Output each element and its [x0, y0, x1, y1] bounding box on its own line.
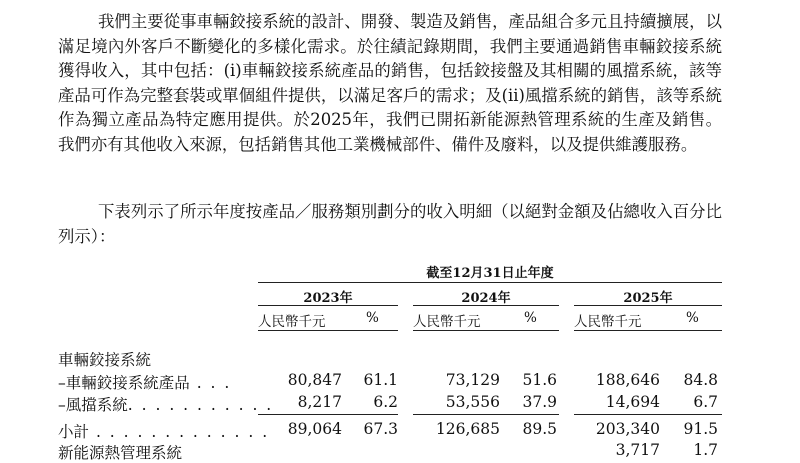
cell-percent: 84.8 — [683, 371, 718, 389]
year-rule-2025 — [574, 305, 722, 306]
cell-value: 89,064 — [287, 420, 342, 438]
year-rule-2024 — [413, 305, 559, 306]
cell-percent: 61.1 — [363, 371, 398, 389]
amount-header-2024: 人民幣千元 — [413, 314, 481, 330]
year-header-2025: 2025年 — [623, 291, 673, 306]
subtotal-rule-2023 — [258, 414, 398, 415]
cell-value: 3,717 — [615, 441, 660, 459]
row-label-windshield: –風擋系統. . . . . . . . . . . — [58, 396, 274, 414]
subheader-rule-2024 — [413, 330, 559, 331]
cell-value: 203,340 — [595, 420, 660, 438]
amount-header-2025: 人民幣千元 — [574, 314, 642, 330]
cell-percent: 6.2 — [373, 393, 398, 411]
subtotal-rule-2025 — [574, 414, 722, 415]
cell-value: 80,847 — [287, 371, 342, 389]
row-label-vehicle-articulation: 車輛鉸接系統 — [58, 351, 152, 369]
cell-value: 188,646 — [595, 371, 660, 389]
year-header-2023: 2023年 — [303, 291, 353, 306]
row-label-thermal-management: 新能源熱管理系統 — [58, 444, 183, 462]
cell-percent: 37.9 — [522, 393, 557, 411]
row-label-subtotal: 小計 . . . . . . . . . . . . . — [58, 423, 270, 441]
cell-percent: 67.3 — [363, 420, 398, 438]
period-header-rule — [258, 282, 722, 283]
amount-header-2023: 人民幣千元 — [258, 314, 326, 330]
subtotal-rule-2024 — [413, 414, 559, 415]
cell-value: 53,556 — [445, 393, 500, 411]
paragraph-table-intro: 下表列示了所示年度按產品／服務類別劃分的收入明細（以絕對金額及佔總收入百分比列示）： — [58, 202, 722, 246]
period-header: 截至12月31日止年度 — [426, 266, 554, 281]
percent-header-2025: % — [686, 310, 699, 326]
year-header-2024: 2024年 — [461, 291, 511, 306]
subheader-rule-2025 — [574, 330, 722, 331]
paragraph-intro: 我們主要從事車輛鉸接系統的設計、開發、製造及銷售，產品組合多元且持續擴展，以滿足境內外客戶不斷變化的多樣化需求。於往績記錄期間，我們主要通過銷售車輛鉸接系統獲得收入，其中包括：(i)車輛鉸接系統產品的銷售，包括鉸接盤及其相關的風擋系統，該等產品可作為完整套裝或單個組件提供，以滿足客戶的需求；及(ii)風擋系統的銷售，該等系統作為獨立產品為特定應用提供。於2025年，我們已開拓新能源熱管理系統的生產及銷售。我們亦有其他收入來源，包括銷售其他工業機械部件、備件及廢料，以及提供維護服務。 — [58, 12, 722, 154]
percent-header-2024: % — [524, 310, 537, 326]
cell-value: 8,217 — [297, 393, 342, 411]
percent-header-2023: % — [366, 310, 379, 326]
subheader-rule-2023 — [258, 330, 398, 331]
cell-percent: 6.7 — [693, 393, 718, 411]
year-rule-2023 — [258, 305, 398, 306]
cell-percent: 1.7 — [693, 441, 718, 459]
row-label-articulation-products: –車輛鉸接系統產品 . . . — [58, 374, 232, 392]
cell-percent: 51.6 — [522, 371, 557, 389]
cell-percent: 89.5 — [522, 420, 557, 438]
cell-value: 14,694 — [605, 393, 660, 411]
cell-percent: 91.5 — [683, 420, 718, 438]
cell-value: 73,129 — [445, 371, 500, 389]
cell-value: 126,685 — [435, 420, 500, 438]
